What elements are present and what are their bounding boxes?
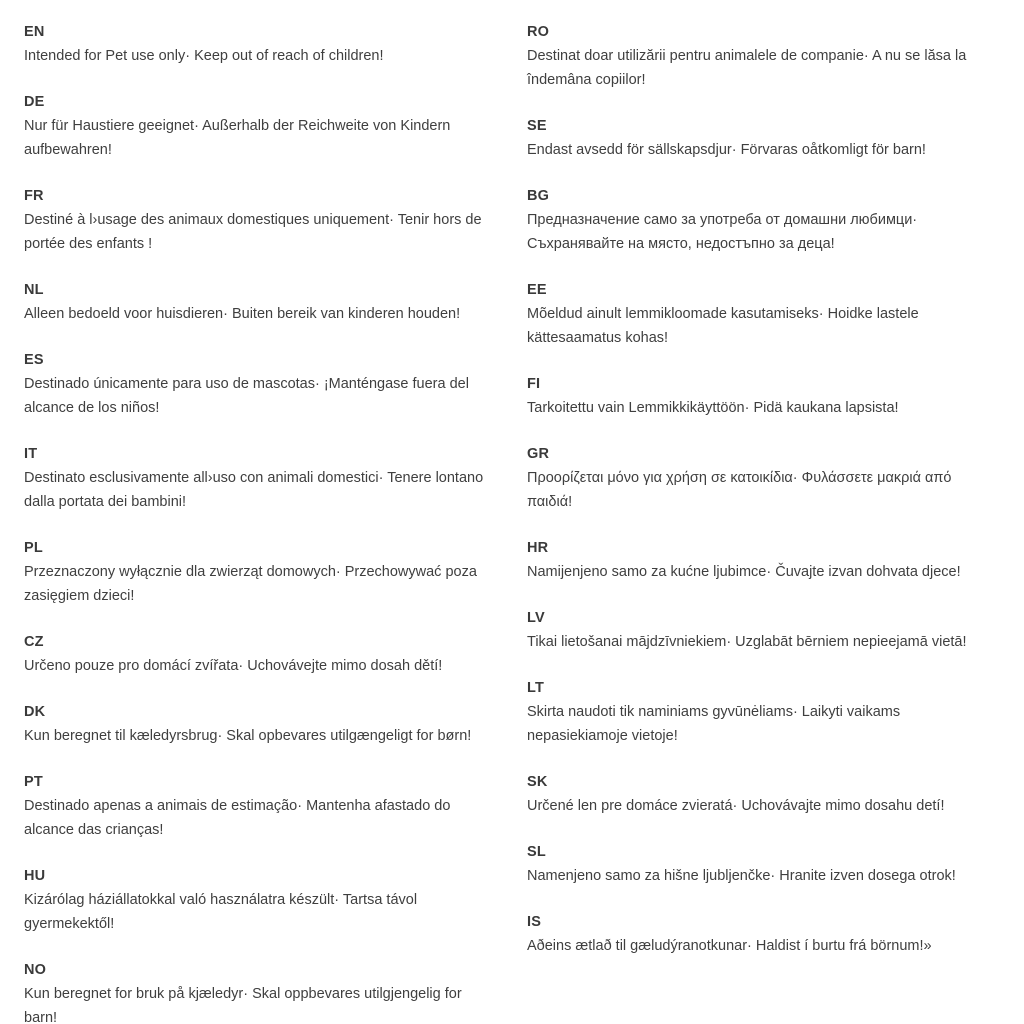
language-code: EE bbox=[527, 282, 547, 298]
language-code: CZ bbox=[24, 634, 44, 650]
language-entry bbox=[24, 90, 497, 162]
language-code: FR bbox=[24, 188, 44, 204]
language-code: DE bbox=[24, 94, 45, 110]
language-entry bbox=[527, 840, 1000, 888]
right-column bbox=[527, 20, 1000, 1024]
left-column bbox=[24, 20, 497, 1024]
warning-text: Tikai lietošanai mājdzīvniekiem· Uzglabāt bērniem nepieejamā vietā! bbox=[527, 634, 967, 650]
warning-text: Przeznaczony wyłącznie dla zwierząt domowych· Przechowywać poza zasięgiem dzieci! bbox=[24, 564, 477, 604]
language-code: IS bbox=[527, 914, 542, 930]
language-code: IT bbox=[24, 446, 38, 462]
language-code: SK bbox=[527, 774, 548, 790]
language-entry bbox=[527, 536, 1000, 584]
language-entry bbox=[527, 114, 1000, 162]
language-entry bbox=[24, 442, 497, 514]
warning-text: Skirta naudoti tik naminiams gyvūnėliams· Laikyti vaikams nepasiekiamoje vietoje! bbox=[527, 704, 901, 744]
language-entry bbox=[527, 278, 1000, 350]
language-code: BG bbox=[527, 188, 550, 204]
language-entry bbox=[527, 910, 1000, 958]
language-code: PT bbox=[24, 774, 43, 790]
warning-text: Kun beregnet til kæledyrsbrug· Skal opbevares utilgængeligt for børn! bbox=[24, 728, 472, 744]
warning-text: Intended for Pet use only· Keep out of reach of children! bbox=[24, 48, 384, 64]
language-entry bbox=[24, 770, 497, 842]
warning-text: Tarkoitettu vain Lemmikkikäyttöön· Pidä kaukana lapsista! bbox=[527, 400, 899, 416]
warning-text: Namenjeno samo za hišne ljubljenčke· Hranite izven dosega otrok! bbox=[527, 868, 956, 884]
language-entry bbox=[527, 20, 1000, 92]
language-code: FI bbox=[527, 376, 541, 392]
warning-text: Alleen bedoeld voor huisdieren· Buiten bereik van kinderen houden! bbox=[24, 306, 461, 322]
language-code: HU bbox=[24, 868, 46, 884]
language-entry bbox=[527, 770, 1000, 818]
warning-text: Namijenjeno samo za kućne ljubimce· Čuvajte izvan dohvata djece! bbox=[527, 564, 961, 580]
warning-text: Destiné à l›usage des animaux domestiques uniquement· Tenir hors de portée des enfants ! bbox=[24, 212, 482, 252]
warning-text: Destinat doar utilizării pentru animalele de companie· A nu se lăsa la îndemâna copiilor! bbox=[527, 48, 967, 88]
language-code: NL bbox=[24, 282, 44, 298]
warning-text: Destinado únicamente para uso de mascotas· ¡Manténgase fuera del alcance de los niños! bbox=[24, 376, 469, 416]
warning-text: Destinado apenas a animais de estimação· Mantenha afastado do alcance das crianças! bbox=[24, 798, 451, 838]
language-entry bbox=[24, 864, 497, 936]
language-entry bbox=[24, 700, 497, 748]
warning-text: Destinato esclusivamente all›uso con animali domestici· Tenere lontano dalla portata dei bambini! bbox=[24, 470, 484, 510]
language-entry bbox=[24, 184, 497, 256]
language-entry bbox=[24, 20, 497, 68]
warning-text: Endast avsedd för sällskapsdjur· Förvaras oåtkomligt för barn! bbox=[527, 142, 926, 158]
language-code: LT bbox=[527, 680, 545, 696]
warning-text: Kizárólag háziállatokkal való használatra készült· Tartsa távol gyermekektől! bbox=[24, 892, 418, 932]
language-code: NO bbox=[24, 962, 47, 978]
language-entry bbox=[527, 442, 1000, 514]
language-code: RO bbox=[527, 24, 550, 40]
language-entry bbox=[527, 676, 1000, 748]
language-code: HR bbox=[527, 540, 549, 556]
language-entry bbox=[527, 184, 1000, 256]
language-entry bbox=[24, 348, 497, 420]
language-code: GR bbox=[527, 446, 550, 462]
language-code: LV bbox=[527, 610, 545, 626]
language-code: SL bbox=[527, 844, 546, 860]
warning-text: Предназначение само за употреба от домашни любимци· Съхранявайте на място, недостъпно за деца! bbox=[527, 212, 918, 252]
language-code: PL bbox=[24, 540, 43, 556]
warning-text: Určeno pouze pro domácí zvířata· Uchovávejte mimo dosah dětí! bbox=[24, 658, 443, 674]
warning-text: Kun beregnet for bruk på kjæledyr· Skal oppbevares utilgjengelig for barn! bbox=[24, 986, 462, 1024]
warning-text: Mõeldud ainult lemmikloomade kasutamiseks· Hoidke lastele kättesaamatus kohas! bbox=[527, 306, 919, 346]
language-entry bbox=[24, 536, 497, 608]
warning-text: Aðeins ætlað til gæludýranotkunar· Haldist í burtu frá börnum!» bbox=[527, 938, 932, 954]
language-code: ES bbox=[24, 352, 44, 368]
language-code: SE bbox=[527, 118, 547, 134]
language-entry bbox=[527, 606, 1000, 654]
warning-text: Προορίζεται μόνο για χρήση σε κατοικίδια· Φυλάσσετε μακριά από παιδιά! bbox=[527, 470, 952, 510]
language-entry bbox=[24, 958, 497, 1024]
language-entry bbox=[24, 630, 497, 678]
language-entry bbox=[527, 372, 1000, 420]
warning-text: Nur für Haustiere geeignet· Außerhalb der Reichweite von Kindern aufbewahren! bbox=[24, 118, 451, 158]
language-code: DK bbox=[24, 704, 46, 720]
language-entry bbox=[24, 278, 497, 326]
warning-text: Určené len pre domáce zvieratá· Uchovávajte mimo dosahu detí! bbox=[527, 798, 945, 814]
language-code: EN bbox=[24, 24, 45, 40]
